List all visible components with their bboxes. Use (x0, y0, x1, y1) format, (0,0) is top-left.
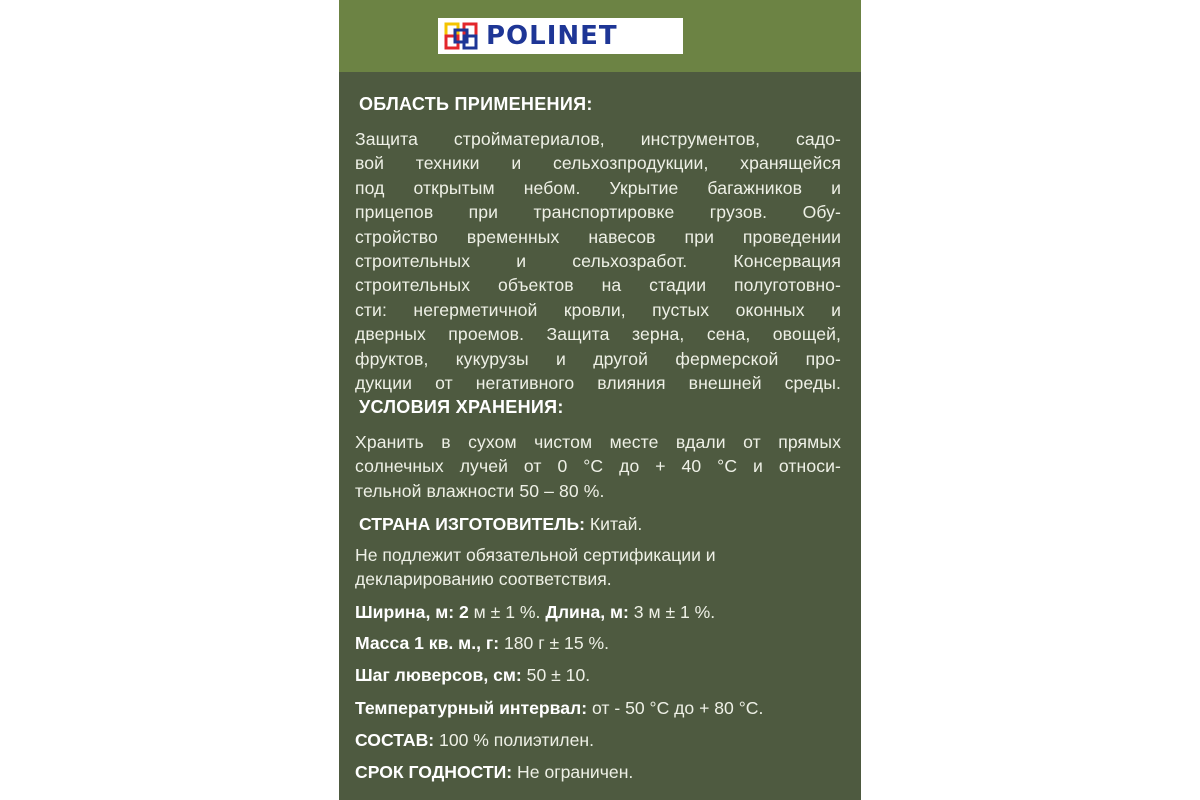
mass-line (355, 631, 609, 655)
application-line: дукции от негативного влияния внешней среды. (355, 373, 841, 394)
application-line: дверных проемов. Защита зерна, сена, овощей, (355, 324, 841, 345)
storage-line: тельной влажности 50 – 80 %. (355, 480, 605, 501)
temperature-line (355, 696, 763, 720)
eyelet-step-line (355, 663, 590, 687)
application-line: вой техники и сельхозпродукции, хранящейся (355, 153, 841, 174)
application-line: прицепов при транспортировке грузов. Обу- (355, 202, 841, 223)
storage-line: Хранить в сухом чистом месте вдали от прямых (355, 432, 841, 452)
shelf-life-label: СРОК ГОДНОСТИ: (355, 762, 513, 782)
application-text (355, 127, 841, 395)
certification-line-2: декларированию соответствия. (355, 569, 612, 589)
composition-value: 100 % полиэтилен. (434, 730, 594, 750)
polinet-logo-icon (444, 22, 480, 50)
width-value: м ± 1 %. (468, 602, 546, 622)
logo-text: POLINET (486, 21, 618, 51)
width-label: Ширина, м: 2 (355, 602, 469, 622)
storage-text (355, 430, 841, 503)
country-label: СТРАНА ИЗГОТОВИТЕЛЬ: (359, 514, 585, 534)
storage-heading: УСЛОВИЯ ХРАНЕНИЯ: (359, 397, 564, 417)
step-value: 50 ± 10. (521, 665, 591, 685)
temperature-label: Температурный интервал: (355, 698, 588, 718)
step-label: Шаг люверсов, см: (355, 665, 522, 685)
length-value: 3 м ± 1 %. (628, 602, 716, 622)
shelf-life-line (355, 760, 633, 784)
application-line: строительных объектов на стадии полуготовно- (355, 275, 841, 296)
application-line: Защита стройматериалов, инструментов, садо- (355, 129, 841, 149)
product-info-card (339, 0, 861, 800)
dimensions-line (355, 600, 715, 624)
country-value: Китай. (584, 514, 643, 534)
application-line: фруктов, кукурузы и другой фермерской про- (355, 348, 841, 369)
brand-header (339, 0, 861, 72)
polinet-logo (438, 18, 683, 54)
composition-label: СОСТАВ: (355, 730, 435, 750)
mass-label: Масса 1 кв. м., г: (355, 633, 500, 653)
shelf-life-value: Не ограничен. (512, 762, 634, 782)
application-line: сти: негерметичной кровли, пустых оконных и (355, 299, 841, 320)
application-line: под открытым небом. Укрытие багажников и (355, 177, 841, 198)
application-line: стройство временных навесов при проведении (355, 226, 841, 247)
application-heading: ОБЛАСТЬ ПРИМЕНЕНИЯ: (359, 94, 593, 114)
length-label: Длина, м: (545, 602, 629, 622)
certification-line-1: Не подлежит обязательной сертификации и (355, 545, 716, 565)
storage-line: солнечных лучей от 0 °С до + 40 °С и относи- (355, 456, 841, 477)
application-line: строительных и сельхозработ. Консервация (355, 251, 841, 272)
country-line (359, 512, 642, 536)
composition-line (355, 728, 594, 752)
mass-value: 180 г ± 15 %. (499, 633, 610, 653)
temperature-value: от - 50 °С до + 80 °С. (587, 698, 764, 718)
